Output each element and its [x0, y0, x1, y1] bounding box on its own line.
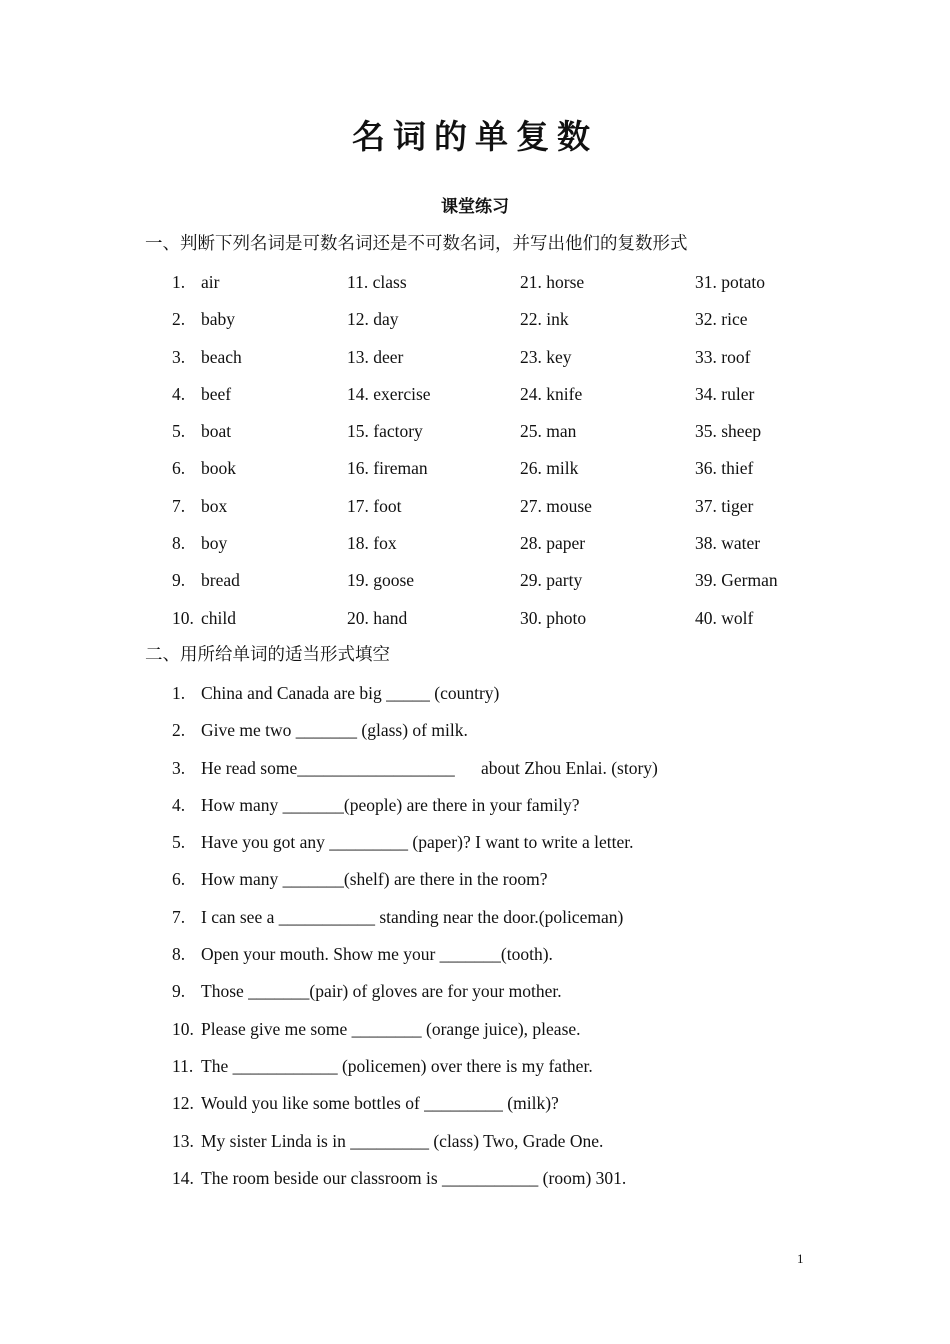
word-item: [347, 305, 399, 333]
fill-in-item: [172, 679, 812, 716]
word-number: 18.: [347, 533, 369, 554]
word-number: 36.: [695, 458, 717, 479]
word-number: 26.: [520, 458, 542, 479]
word-item: [520, 604, 586, 632]
fill-in-item: [172, 716, 812, 753]
word-number: 28.: [520, 533, 542, 554]
word-item: [695, 268, 765, 296]
fill-in-item: [172, 940, 812, 977]
page-number: 1: [797, 1251, 804, 1266]
word-number: 1.: [172, 272, 186, 292]
fill-in-item: [172, 1089, 812, 1126]
word-number: 13.: [347, 346, 369, 367]
word-text: milk: [546, 458, 579, 479]
word-number: 9.: [172, 570, 186, 591]
word-number: 32.: [695, 309, 717, 330]
word-text: baby: [201, 309, 236, 330]
word-number: 29.: [520, 570, 542, 591]
word-item: [695, 492, 753, 520]
word-text: thief: [721, 458, 754, 479]
fill-in-sentence: Give me two _______ (glass) of milk.: [201, 720, 468, 741]
word-item: [695, 380, 754, 408]
fill-in-sentence: The room beside our classroom is ___________ (room) 301.: [201, 1167, 627, 1188]
word-text: factory: [373, 421, 423, 442]
fill-in-item: [172, 977, 812, 1014]
word-row: [172, 566, 832, 603]
word-text: hand: [373, 607, 408, 628]
word-item: [695, 343, 750, 371]
fill-in-sentence: Those _______(pair) of gloves are for your mother.: [201, 981, 562, 1002]
word-item: [520, 454, 578, 482]
fill-in-sentence: China and Canada are big _____ (country): [201, 683, 500, 703]
word-number: 16.: [347, 458, 369, 479]
word-text: potato: [721, 272, 765, 292]
fill-in-sentence: Please give me some ________ (orange juice), please.: [201, 1018, 581, 1039]
word-item: [520, 566, 582, 594]
word-item: [172, 529, 227, 557]
word-number: 20.: [347, 607, 369, 628]
word-item: [347, 604, 407, 632]
word-item: [520, 529, 585, 557]
word-item: [172, 380, 231, 408]
word-number: 6.: [172, 458, 186, 479]
word-number: 5.: [172, 421, 186, 442]
word-text: fox: [373, 533, 397, 554]
fill-in-sentence: Open your mouth. Show me your _______(tooth).: [201, 944, 553, 965]
word-text: fireman: [373, 458, 428, 479]
word-item: [172, 454, 236, 482]
word-number: 10.: [172, 607, 194, 628]
word-text: bread: [201, 570, 240, 591]
fill-in-item: [172, 903, 812, 940]
word-text: key: [546, 346, 572, 367]
word-text: foot: [373, 495, 402, 516]
word-number: 39.: [695, 570, 717, 591]
word-item: [347, 566, 414, 594]
page-subtitle: 课堂练习: [441, 197, 509, 217]
word-text: book: [201, 458, 236, 479]
word-item: [695, 529, 760, 557]
word-number: 8.: [172, 533, 186, 554]
fill-in-sentence: He read some__________________ about Zhou Enlai. (story): [201, 757, 658, 778]
fill-in-list: [172, 679, 812, 1201]
fill-in-sentence: How many _______(people) are there in your family?: [201, 794, 580, 815]
section-1-heading: 一、判断下列名词是可数名词还是不可数名词，并写出他们的复数形式: [145, 234, 688, 254]
word-number: 24.: [520, 383, 542, 404]
word-item: [347, 343, 403, 371]
word-item: [695, 417, 761, 445]
word-number: 33.: [695, 346, 717, 367]
word-item: [695, 566, 778, 594]
word-text: beef: [201, 383, 232, 404]
word-item: [520, 417, 576, 445]
fill-in-number: 10.: [172, 1018, 194, 1039]
word-text: photo: [546, 607, 587, 628]
word-number: 31.: [695, 272, 717, 292]
word-text: sheep: [721, 421, 762, 442]
word-row: [172, 343, 832, 380]
word-text: child: [201, 607, 236, 628]
word-text: air: [201, 272, 220, 292]
word-item: [520, 492, 592, 520]
fill-in-sentence: Have you got any _________ (paper)? I want to write a letter.: [201, 832, 634, 853]
word-number: 19.: [347, 570, 369, 591]
word-item: [520, 268, 584, 296]
word-text: boat: [201, 421, 232, 442]
word-row: [172, 380, 832, 417]
fill-in-item: [172, 1015, 812, 1052]
word-item: [172, 305, 235, 333]
word-item: [347, 417, 423, 445]
fill-in-sentence: The ____________ (policemen) over there is my father.: [201, 1055, 593, 1076]
word-text: beach: [201, 346, 242, 367]
word-number: 3.: [172, 346, 186, 367]
fill-in-number: 14.: [172, 1167, 194, 1188]
word-number: 12.: [347, 309, 369, 330]
fill-in-number: 9.: [172, 981, 186, 1002]
word-number: 7.: [172, 495, 186, 516]
word-number: 38.: [695, 533, 717, 554]
word-text: man: [546, 421, 577, 442]
fill-in-item: [172, 1127, 812, 1164]
fill-in-number: 4.: [172, 794, 186, 815]
fill-in-number: 3.: [172, 757, 186, 778]
fill-in-number: 12.: [172, 1093, 194, 1114]
word-row: [172, 604, 832, 641]
word-number: 2.: [172, 309, 186, 330]
word-text: paper: [546, 533, 586, 554]
fill-in-item: [172, 1164, 812, 1201]
fill-in-sentence: I can see a ___________ standing near the door.(policeman): [201, 906, 624, 927]
word-number: 34.: [695, 383, 717, 404]
fill-in-item: [172, 865, 812, 902]
word-text: ruler: [721, 383, 755, 404]
word-item: [695, 305, 747, 333]
word-number: 30.: [520, 607, 542, 628]
fill-in-number: 1.: [172, 683, 186, 703]
word-text: goose: [373, 570, 415, 591]
fill-in-sentence: My sister Linda is in _________ (class) Two, Grade One.: [201, 1130, 604, 1151]
word-row: [172, 417, 832, 454]
word-number: 17.: [347, 495, 369, 516]
word-item: [347, 268, 407, 296]
word-item: [172, 604, 236, 632]
fill-in-number: 5.: [172, 832, 186, 853]
word-text: wolf: [721, 607, 754, 628]
word-item: [520, 305, 569, 333]
fill-in-number: 13.: [172, 1130, 194, 1151]
word-row: [172, 305, 832, 342]
word-text: box: [201, 495, 228, 516]
word-number: 22.: [520, 309, 542, 330]
word-item: [520, 343, 572, 371]
fill-in-number: 11.: [172, 1055, 194, 1076]
fill-in-item: [172, 791, 812, 828]
word-text: class: [372, 272, 407, 292]
word-row: [172, 529, 832, 566]
word-item: [695, 604, 753, 632]
word-row: [172, 268, 832, 305]
word-number: 37.: [695, 495, 717, 516]
word-item: [520, 380, 582, 408]
word-number: 40.: [695, 607, 717, 628]
word-item: [347, 454, 428, 482]
word-item: [172, 417, 231, 445]
word-number: 14.: [347, 383, 369, 404]
word-text: boy: [201, 533, 228, 554]
word-text: knife: [546, 383, 583, 404]
word-grid: [172, 268, 832, 641]
word-text: mouse: [546, 495, 592, 516]
fill-in-item: [172, 828, 812, 865]
word-item: [347, 529, 397, 557]
fill-in-item: [172, 754, 812, 791]
word-item: [172, 343, 242, 371]
word-number: 27.: [520, 495, 542, 516]
word-text: horse: [546, 272, 585, 292]
word-number: 21.: [520, 272, 542, 292]
word-text: deer: [373, 346, 404, 367]
word-text: German: [721, 570, 778, 591]
word-item: [172, 566, 240, 594]
word-text: roof: [721, 346, 751, 367]
word-number: 15.: [347, 421, 369, 442]
page-title: 名词的单复数: [352, 117, 598, 156]
word-item: [695, 454, 753, 482]
word-number: 35.: [695, 421, 717, 442]
section-2-heading: 二、用所给单词的适当形式填空: [145, 645, 390, 665]
fill-in-number: 6.: [172, 869, 186, 890]
word-text: water: [721, 533, 761, 554]
fill-in-item: [172, 1052, 812, 1089]
word-row: [172, 492, 832, 529]
word-text: day: [373, 309, 399, 330]
word-item: [347, 380, 431, 408]
word-text: party: [546, 570, 583, 591]
word-number: 25.: [520, 421, 542, 442]
word-item: [347, 492, 401, 520]
fill-in-number: 8.: [172, 944, 186, 965]
word-item: [172, 492, 227, 520]
word-text: ink: [546, 309, 569, 330]
word-number: 23.: [520, 346, 542, 367]
word-row: [172, 454, 832, 491]
word-text: rice: [721, 309, 748, 330]
word-text: tiger: [721, 495, 754, 516]
fill-in-sentence: How many _______(shelf) are there in the room?: [201, 869, 548, 890]
fill-in-sentence: Would you like some bottles of _________ (milk)?: [201, 1093, 559, 1114]
word-item: [172, 268, 219, 296]
word-text: exercise: [373, 383, 431, 404]
fill-in-number: 2.: [172, 720, 186, 741]
word-number: 4.: [172, 383, 186, 404]
word-number: 11.: [347, 272, 369, 292]
fill-in-number: 7.: [172, 906, 186, 927]
